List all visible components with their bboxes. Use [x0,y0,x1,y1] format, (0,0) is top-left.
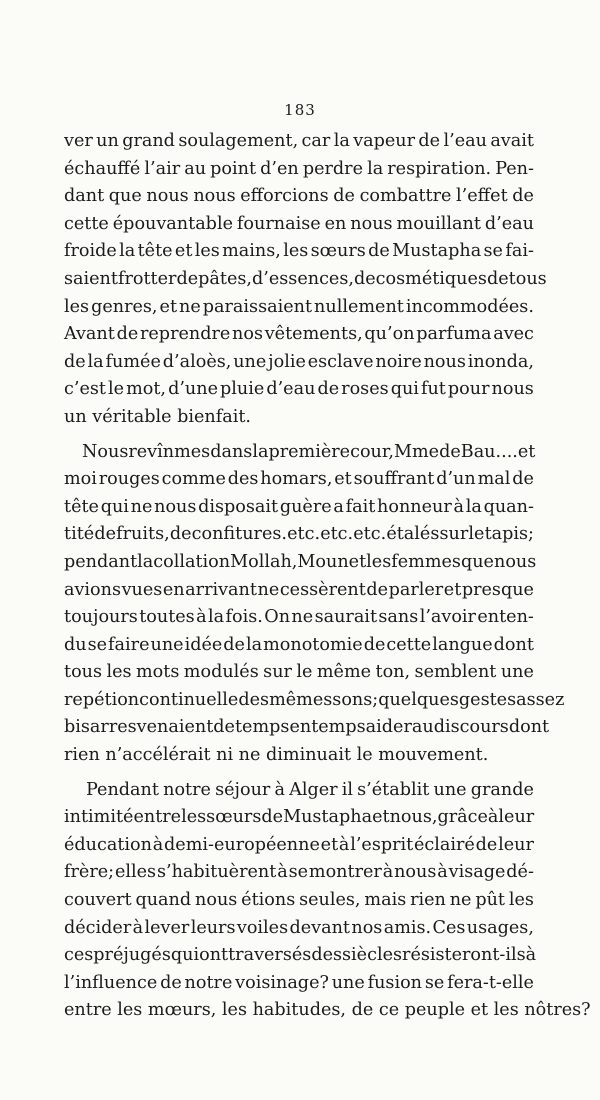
text-line: Pendant notre séjour à Alger il s’établit une grande [86,779,534,800]
body-text [64,128,591,1025]
text-line: couvert quand nous étions seules, mais rien ne pût les [64,890,534,911]
text-line: tité de fruits, de confitures. etc. etc. etc. étalés sur le tapis; [64,524,534,545]
text-line: ver un grand soulagement, car la vapeur de l’eau avait [64,131,534,151]
text-line: échauffé l’air au point d’en perdre la respiration. Pen- [64,158,534,179]
paragraph-1 [64,128,547,432]
text-line: pendant la collation Mollah, Moun et les femmes que nous [64,551,537,572]
text-line: repétion continuelle des mêmes sons; quelques gestes assez [64,689,565,710]
text-line: l’influence de notre voisinage? une fusion se fera-t-elle [64,972,534,993]
text-line: entre les mœurs, les habitudes, de ce peuple et les nôtres? [64,1000,591,1021]
text-line: c’est le mot, d’une pluie d’eau de roses qui fut pour nous [64,379,534,400]
text-line: avions vues en arrivant ne cessèrent de parler et presque [64,579,534,600]
text-line: éducation à demi-européenne et à l’esprit éclairé de leur [64,834,534,855]
text-line: moi rouges comme des homars, et souffrant d’un mal de [64,469,534,490]
text-line: tous les mots modulés sur le même ton, semblent une [64,662,534,683]
text-line: Nous revînmes dans la première cour, Mme de Bau.... et [82,441,536,462]
text-line: bisarres venaient de temps en temps aider au discours dont [64,717,550,738]
text-line: les genres, et ne paraissaient nullement incommodées. [64,296,534,317]
text-line: toujours toutes à la fois. On ne saurait sans l’avoir enten- [64,607,534,628]
text-line: décider à lever leurs voiles devant nos amis. Ces usages, [64,917,534,938]
text-line: saient frotter de pâtes, d’essences, de cosmétiques de tous [64,268,547,289]
text-line: cette épouvantable fournaise en nous mouillant d’eau [64,213,534,234]
text-line: froide la tête et les mains, les sœurs de Mustapha se fai- [64,241,534,262]
text-line: de la fumée d’aloès, une jolie esclave noire nous inonda, [64,351,534,372]
text-line: intimité entre les sœurs de Mustapha et nous, grâce à leur [64,807,535,828]
text-line: tête qui ne nous disposait guère a fait honneur à la quan- [64,496,534,517]
page-number: 183 [284,101,316,119]
text-line: Avant de reprendre nos vêtements, qu’on parfuma avec [64,324,534,345]
text-line: du se faire une idée de la monotomie de cette langue dont [64,634,534,655]
text-line: dant que nous nous efforcions de combattre l’effet de [64,186,534,207]
text-line: un véritable bienfait. [64,406,252,427]
text-line: rien n’accélérait ni ne diminuait le mouvement. [64,745,489,766]
paragraph-2 [64,439,565,770]
text-line: frère; elles s’habituèrent à se montrer à nous à visage dé- [64,862,534,883]
text-line: ces préjugés qui ont traversés des siècles résisteront-ils à [64,945,537,966]
paragraph-3 [64,777,591,1025]
